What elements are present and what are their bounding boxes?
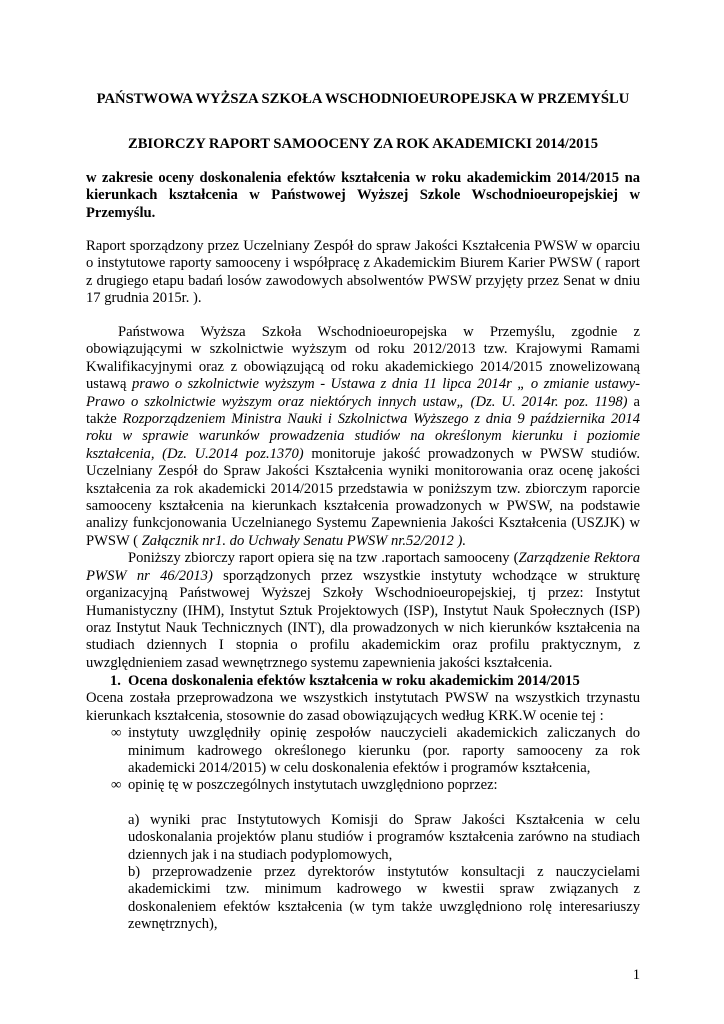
regulation-reference: Rozporządzeniem Ministra Nauki i Szkolnictwa Wyższego z dnia 9 października 2014 roku w sprawie warunków prowadzenia studiów na określonym kierunku i poziomie kształcenia, (Dz. U.2014 poz.1370) xyxy=(86,411,641,462)
list-item xyxy=(86,725,640,777)
bullet-text: opinię tę w poszczególnych instytutach uwzględniono poprzez: xyxy=(128,777,498,794)
sub-item-a: a) wyniki prac Instytutowych Komisji do Spraw Jakości Kształcenia w celu udoskonalania projektów planu studiów i programów kształcenia zarówno na studiach dziennych jak i na studiach podyplomowych, xyxy=(128,811,640,863)
report-title: ZBIORCZY RAPORT SAMOOCENY ZA ROK AKADEMICKI 2014/2015 xyxy=(127,136,599,152)
section-1 xyxy=(86,673,640,934)
intro-paragraph: Raport sporządzony przez Uczelniany Zespół do spraw Jakości Kształcenia PWSW w oparciu o instytutowe raporty samooceny i współpracę z Akademickim Biurem Karier PWSW ( raport z drugiego etapu badań losów zawodowych absolwentów PWSW przyjęty przez Senat w dniu 17 grudnia 2015r. ). xyxy=(86,238,640,307)
scope-paragraph: w zakresie oceny doskonalenia efektów kształcenia w roku akademickim 2014/2015 na kierunkach kształcenia w Państwowej Wyższej Szkole Wschodnioeuropejskiej w Przemyślu. xyxy=(86,170,640,221)
intro-block xyxy=(86,238,640,308)
infinity-bullet-icon: ∞ xyxy=(111,777,122,794)
section-1-number: 1. xyxy=(110,673,121,689)
senate-resolution-reference: Załącznik nr1. do Uchwały Senatu PWSW nr.52/2012 ). xyxy=(141,532,466,549)
main-paragraph xyxy=(86,324,640,550)
summary-paragraph xyxy=(86,550,640,672)
main-paragraph-text-3: monitoruje jakość prowadzonych w PWSW studiów. Uczelniany Zespół do Spraw Jakości Kształcenia wyniki monitorowania oraz ocenę jakości kształcenia za rok akademicki 2014/2015 przedstawia w poniższym tzw. zbiorczym raporcie samooceny kształcenia na kierunkach kształcenia prowadzonych w PWSW, na podstawie analizy funkcjonowania Uczelnianego Systemu Zapewnienia Jakości Kształcenia (USZJK) w PWSW ( xyxy=(86,445,640,549)
section-1-bullet-list xyxy=(86,725,640,795)
page-number: 1 xyxy=(632,967,640,983)
bullet-text: instytuty uwzględniły opinię zespołów nauczycieli akademickich zaliczanych do minimum kadrowego określonego kierunku (por. raporty samooceny za rok akademicki 2014/2015) w celu doskonalenia efektów i programów kształcenia, xyxy=(128,725,640,777)
law-reference: prawo o szkolnictwie wyższym - Ustawa z dnia 11 lipca 2014r „ o zmianie ustawy- Prawo o szkolnictwie wyższym oraz niektórych innych ustaw„ (Dz. U. 2014r. poz. 1198) xyxy=(86,376,640,410)
sub-item-b: b) przeprowadzenie przez dyrektorów instytutów konsultacji z nauczycielami akademickimi tzw. minimum kadrowego w kwestii spraw związanych z doskonaleniem efektów kształcenia (w tym także uwzględniono rolę interesariuszy zewnętrznych), xyxy=(128,864,640,933)
rector-order-reference: Zarządzenie Rektora PWSW nr 46/2013) xyxy=(86,550,641,584)
body-block xyxy=(86,324,640,672)
main-paragraph-text-1: Państwowa Wyższa Szkoła Wschodnioeuropejska w Przemyślu, zgodnie z obowiązującymi w szkolnictwie wyższym od roku 2012/2013 tzw. Krajowymi Ramami Kwalifikacyjnymi oraz z obowiązującą od roku akademickiego 2014/2015 znowelizowaną ustawą xyxy=(86,324,640,393)
section-1-lead: Ocena została przeprowadzona we wszystkich instytutach PWSW na wszystkich trzynastu kierunkach kształcenia, stosownie do zasad obowiązujących według KRK.W ocenie tej : xyxy=(86,690,640,724)
infinity-bullet-icon: ∞ xyxy=(111,725,122,742)
scope-block xyxy=(86,170,640,222)
section-1-title xyxy=(110,673,640,690)
section-1-title-text: Ocena doskonalenia efektów kształcenia w roku akademickim 2014/2015 xyxy=(128,673,580,689)
spacer xyxy=(86,795,640,812)
list-item xyxy=(86,777,640,794)
institution-heading: PAŃSTWOWA WYŻSZA SZKOŁA WSCHODNIOEUROPEJSKA W PRZEMYŚLU xyxy=(96,91,630,107)
summary-paragraph-text-1: Poniższy zbiorczy raport opiera się na tzw .raportach samooceny ( xyxy=(128,550,519,567)
summary-paragraph-text-2: sporządzonych przez wszystkie instytuty wchodzące w strukturę organizacyjną Państwowej Wyższej Szkoły Wschodnioeuropejskiej, tj przez: Instytut Humanistyczny (IHM), Instytut Sztuk Projektowych (ISP), Instytut Nauk Społecznych (ISP) oraz Instytut Nauk Technicznych (INT), dla prowadzonych w nich kierunków kształcenia na studiach dziennych I stopnia o profilu akademickim oraz profilu praktycznym, z uwzględnieniem zasad wewnętrznego systemu zapewnienia jakości kształcenia. xyxy=(86,567,640,671)
main-paragraph-text-2: a także xyxy=(86,393,640,428)
